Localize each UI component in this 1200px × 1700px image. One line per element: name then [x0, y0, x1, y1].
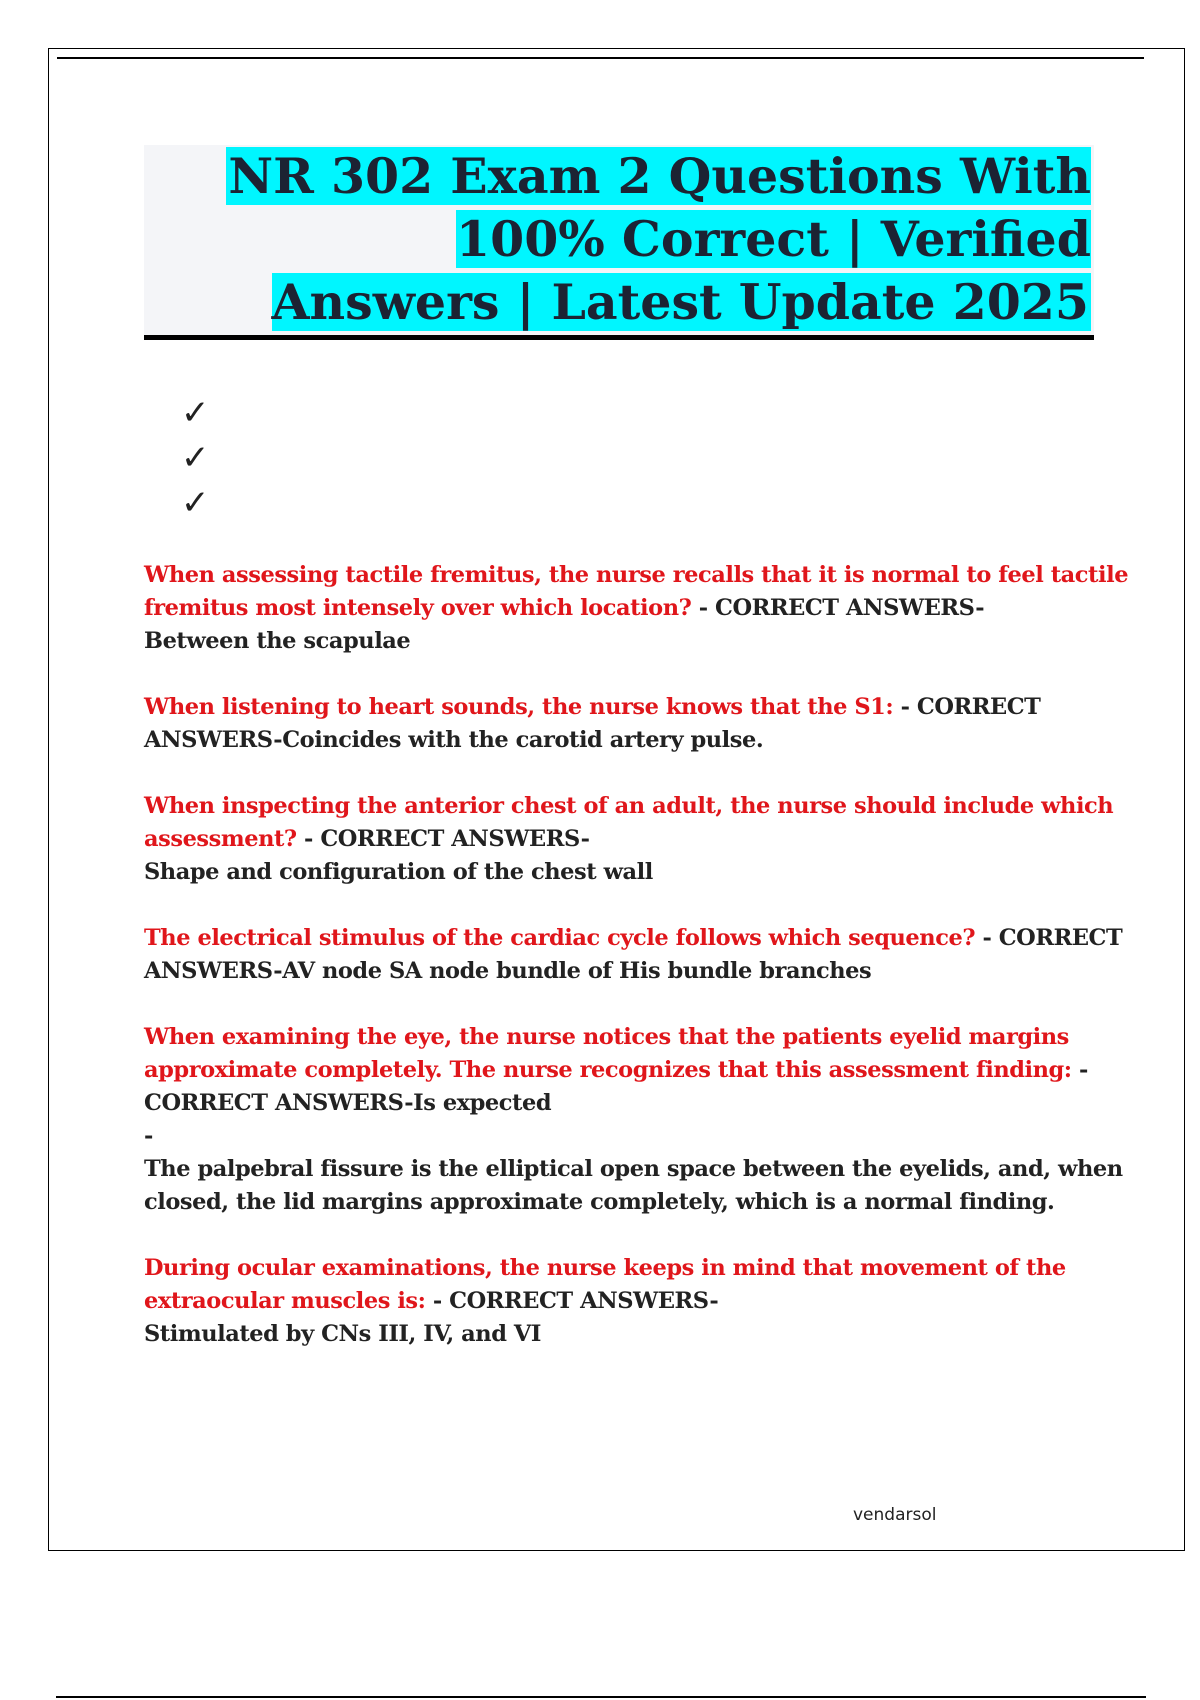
- page-title-text: NR 302 Exam 2 Questions With 100% Correct | Verified Answers | Latest Update 2025: [228, 147, 1091, 331]
- answer-text: Stimulated by CNs III, IV, and VI: [144, 1321, 541, 1347]
- top-rule: [57, 57, 1144, 59]
- answer-separator: - CORRECT ANSWERS-: [425, 1288, 719, 1314]
- question-text: The electrical stimulus of the cardiac cycle follows which sequence?: [144, 925, 976, 951]
- checkmark-list: [181, 391, 210, 526]
- answer-text: Shape and configuration of the chest wall: [144, 859, 653, 885]
- qa-item: [144, 1021, 1134, 1219]
- qa-item: [144, 559, 1134, 658]
- qa-item: [144, 1252, 1134, 1351]
- answer-separator: - CORRECT ANSWERS-: [691, 595, 985, 621]
- explanation-text: The palpebral fissure is the elliptical open space between the eyelids, and, when closed, the lid margins approximate completely, which is a normal finding.: [144, 1156, 1123, 1215]
- answer-text: Is expected: [413, 1090, 552, 1116]
- checkmark-icon: ✓: [181, 483, 210, 523]
- extra-dash: -: [144, 1123, 153, 1149]
- checkmark-icon: ✓: [181, 393, 210, 433]
- qa-list: [144, 559, 1134, 1384]
- answer-text: Between the scapulae: [144, 628, 411, 654]
- page-frame: [48, 48, 1185, 1551]
- page-title: [211, 145, 1091, 334]
- answer-separator: - CORRECT ANSWERS-: [296, 826, 590, 852]
- footer-brand: vendarsol: [853, 1505, 937, 1525]
- bottom-rule: [56, 1696, 1146, 1698]
- title-block: [144, 145, 1094, 340]
- question-text: When examining the eye, the nurse notices that the patients eyelid margins approximate completely. The nurse recognizes that this assessment finding:: [144, 1024, 1072, 1083]
- answer-text: AV node SA node bundle of His bundle branches: [282, 958, 872, 984]
- qa-item: [144, 691, 1134, 757]
- question-text: When assessing tactile fremitus, the nurse recalls that it is normal to feel tactile fremitus most intensely over which location?: [144, 562, 1129, 621]
- question-text: When listening to heart sounds, the nurse knows that the S1:: [144, 694, 894, 720]
- question-text: During ocular examinations, the nurse keeps in mind that movement of the extraocular muscles is:: [144, 1255, 1066, 1314]
- answer-text: Coincides with the carotid artery pulse.: [282, 727, 764, 753]
- question-text: When inspecting the anterior chest of an adult, the nurse should include which assessment?: [144, 793, 1114, 852]
- answer-separator: - CORRECT ANSWERS-: [144, 694, 1041, 753]
- qa-item: [144, 922, 1134, 988]
- qa-item: [144, 790, 1134, 889]
- answer-separator: - CORRECT ANSWERS-: [144, 1057, 1088, 1116]
- checkmark-icon: ✓: [181, 438, 210, 478]
- answer-separator: - CORRECT ANSWERS-: [144, 925, 1123, 984]
